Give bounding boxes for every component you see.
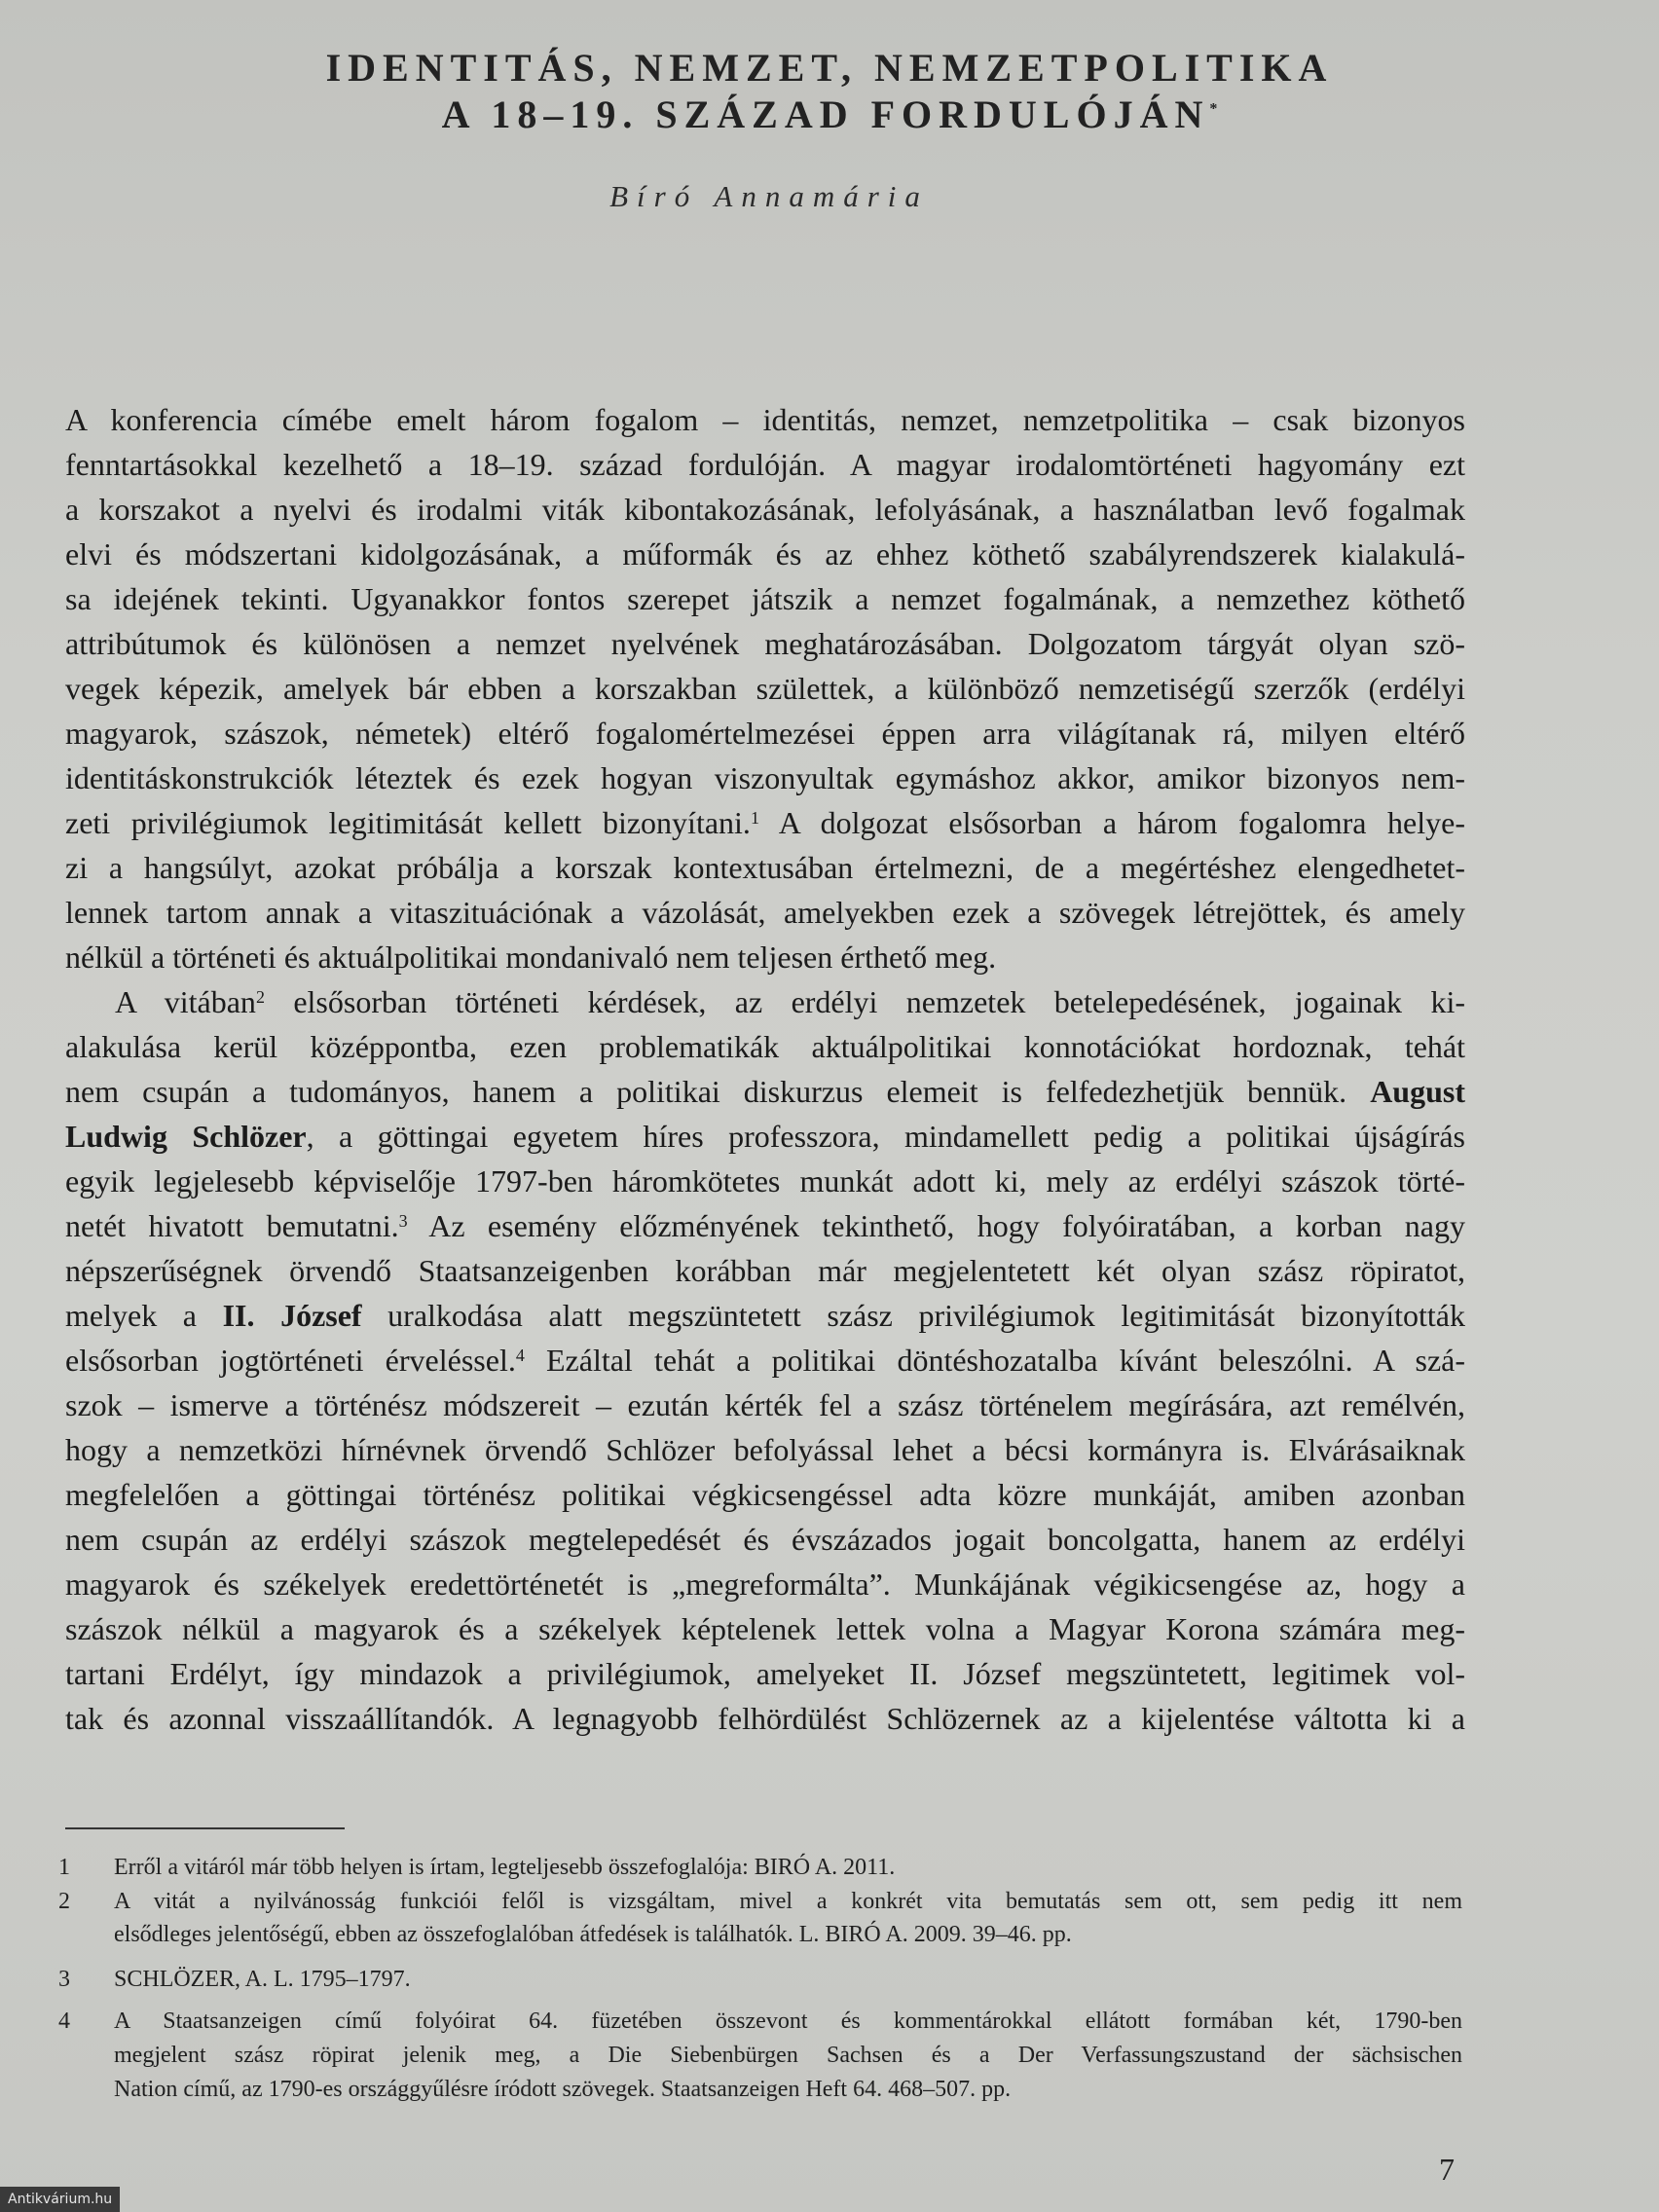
body-line: zi a hangsúlyt, azokat próbálja a korszak kontextusában értelmezni, de a megértéshez elengedhetet- xyxy=(65,850,1465,885)
body-line: lennek tartom annak a vitaszituációnak a vázolását, amelyekben ezek a szövegek létrejöttek, és amely xyxy=(65,895,1465,930)
title-line-2: A 18–19. SZÁZAD FORDULÓJÁN xyxy=(441,92,1210,136)
body-line: népszerűségnek örvendő Staatsanzeigenben korábban már megjelentetett két olyan szász röpiratot, xyxy=(65,1253,1465,1288)
body-line xyxy=(65,803,1465,842)
bold-name: Ludwig Schlözer xyxy=(65,1119,307,1154)
footnote-text: Erről a vitáról már több helyen is írtam, legteljesebb összefoglalója: BIRÓ A. 2011. xyxy=(114,1855,896,1880)
body-text: Ezáltal tehát a politikai döntéshozatalba kívánt beleszólni. A szá- xyxy=(524,1343,1466,1378)
footnote-text: megjelent szász röpirat jelenik meg, a Die Siebenbürgen Sachsen és a Der Verfassungszustand der sächsischen xyxy=(114,2043,1462,2068)
body-line: hogy a nemzetközi hírnévnek örvendő Schlözer befolyással lehet a bécsi kormányra is. Elvárásaiknak xyxy=(65,1432,1465,1467)
footnote-number: 4 xyxy=(58,2009,70,2034)
body-text: nem csupán a tudományos, hanem a politikai diskurzus elemeit is felfedezhetjük bennük. xyxy=(65,1074,1371,1109)
footnote-text: A vitát a nyilvánosság funkciói felől is vizsgáltam, mivel a konkrét vita bemutatás sem ott, sem pedig itt nem xyxy=(114,1889,1462,1914)
body-line: tak és azonnal visszaállítandók. A legnagyobb felhördülést Schlözernek az a kijelentése váltotta ki a xyxy=(65,1701,1465,1736)
footnote-text: Nation című, az 1790-es országgyűlésre íródott szövegek. Staatsanzeigen Heft 64. 468–507. pp. xyxy=(114,2077,1012,2102)
body-line: A konferencia címébe emelt három fogalom – identitás, nemzet, nemzetpolitika – csak bizonyos xyxy=(65,402,1465,437)
title-line-1: IDENTITÁS, NEMZET, NEMZETPOLITIKA xyxy=(325,46,1334,90)
body-line: sa idejének tekinti. Ugyanakkor fontos szerepet játszik a nemzet fogalmának, a nemzethez köthető xyxy=(65,581,1465,616)
body-line: magyarok és székelyek eredettörténetét is „megreformálta”. Munkájának végikicsengése az, hogy a xyxy=(65,1567,1465,1602)
body-text: A vitában xyxy=(115,984,256,1019)
body-line: fenntartásokkal kezelhető a 18–19. század fordulóján. A magyar irodalomtörténeti hagyomány ezt xyxy=(65,447,1465,482)
bold-name: II. József xyxy=(222,1298,362,1333)
body-text: elsősorban jogtörténeti érveléssel. xyxy=(65,1343,516,1378)
footnote-text: A Staatsanzeigen című folyóirat 64. füzetében összevont és kommentárokkal ellátott formában két, 1790-ben xyxy=(114,2009,1462,2034)
body-line: nem csupán az erdélyi szászok megtelepedését és évszázados jogait boncolgatta, hanem az erdélyi xyxy=(65,1522,1465,1557)
body-text: elsősorban történeti kérdések, az erdélyi nemzetek betelepedésének, jogainak ki- xyxy=(264,984,1466,1019)
footnote-number: 2 xyxy=(58,1889,70,1914)
body-line: identitáskonstrukciók léteztek és ezek hogyan viszonyultak egymáshoz akkor, amikor bizonyos nem- xyxy=(65,760,1465,795)
body-line xyxy=(65,1341,1465,1380)
body-line xyxy=(65,1206,1465,1245)
body-text: A dolgozat elsősorban a három fogalomra helye- xyxy=(758,805,1466,840)
body-line: megfelelően a göttingai történész politikai végkicsengéssel adta közre munkáját, amiben azonban xyxy=(65,1477,1465,1512)
footnote-text: elsődleges jelentőségű, ebben az összefoglalóban átfedések is találhatók. L. BIRÓ A. 2009. 39–46. pp. xyxy=(114,1922,1072,1947)
bold-name: August xyxy=(1370,1074,1465,1109)
body-line: magyarok, szászok, németek) eltérő fogalomértelmezései éppen arra világítanak rá, milyen eltérő xyxy=(65,716,1465,751)
title-line-2-wrap xyxy=(0,92,1659,137)
footnote-ref: 1 xyxy=(750,808,759,828)
watermark: Antikvárium.hu xyxy=(0,2187,120,2212)
body-line: alakulása kerül középpontba, ezen problematikák aktuálpolitikai konnotációkat hordoznak, tehát xyxy=(65,1029,1465,1064)
body-text: zeti privilégiumok legitimitását kellett bizonyítani. xyxy=(65,805,751,840)
body-text: melyek a xyxy=(65,1298,223,1333)
footnote-divider xyxy=(65,1827,345,1829)
body-line: tartani Erdélyt, így mindazok a privilégiumok, amelyeket II. József megszüntetett, legitimek vol- xyxy=(65,1656,1465,1691)
body-line: vegek képezik, amelyek bár ebben a korszakban születtek, a különböző nemzetiségű szerzők (erdélyi xyxy=(65,671,1465,706)
body-line: a korszakot a nyelvi és irodalmi viták kibontakozásának, lefolyásának, a használatban levő fogalmak xyxy=(65,492,1465,527)
body-line xyxy=(65,1296,1465,1335)
body-text: uralkodása alatt megszüntetett szász privilégiumok legitimitását bizonyították xyxy=(361,1298,1466,1333)
body-line xyxy=(65,1117,1465,1156)
footnote-number: 3 xyxy=(58,1967,70,1992)
body-line: egyik legjelesebb képviselője 1797-ben háromkötetes munkát adott ki, mely az erdélyi szászok törté- xyxy=(65,1163,1465,1198)
body-line: elvi és módszertani kidolgozásának, a műformák és az ehhez köthető szabályrendszerek kialakulá- xyxy=(65,536,1465,571)
page-number: 7 xyxy=(1439,2152,1455,2187)
body-line: attribútumok és különösen a nemzet nyelvének meghatározásában. Dolgozatom tárgyát olyan szö- xyxy=(65,626,1465,661)
body-line xyxy=(65,1072,1465,1111)
body-line: szászok nélkül a magyarok és a székelyek képtelenek lettek volna a Magyar Korona számára meg- xyxy=(65,1611,1465,1646)
body-line xyxy=(115,982,1465,1021)
footnote-text: SCHLÖZER, A. L. 1795–1797. xyxy=(114,1967,411,1992)
author-name: Bíró Annamária xyxy=(609,179,929,213)
footnote-ref: 3 xyxy=(398,1211,408,1231)
title-mark: * xyxy=(1209,100,1218,118)
body-text: , a göttingai egyetem híres professzora, mindamellett pedig a politikai újságírás xyxy=(306,1119,1466,1154)
body-text: netét hivatott bemutatni. xyxy=(65,1208,399,1243)
body-line: nélkül a történeti és aktuálpolitikai mondanivaló nem teljesen érthető meg. xyxy=(65,940,997,975)
footnote-number: 1 xyxy=(58,1855,70,1880)
footnote-ref: 2 xyxy=(255,987,265,1007)
body-line: szok – ismerve a történész módszereit – ezután kérték fel a szász történelem megírására, azt remélvén, xyxy=(65,1387,1465,1422)
body-text: Az esemény előzményének tekinthető, hogy folyóiratában, a korban nagy xyxy=(407,1208,1465,1243)
footnote-ref: 4 xyxy=(515,1346,525,1365)
